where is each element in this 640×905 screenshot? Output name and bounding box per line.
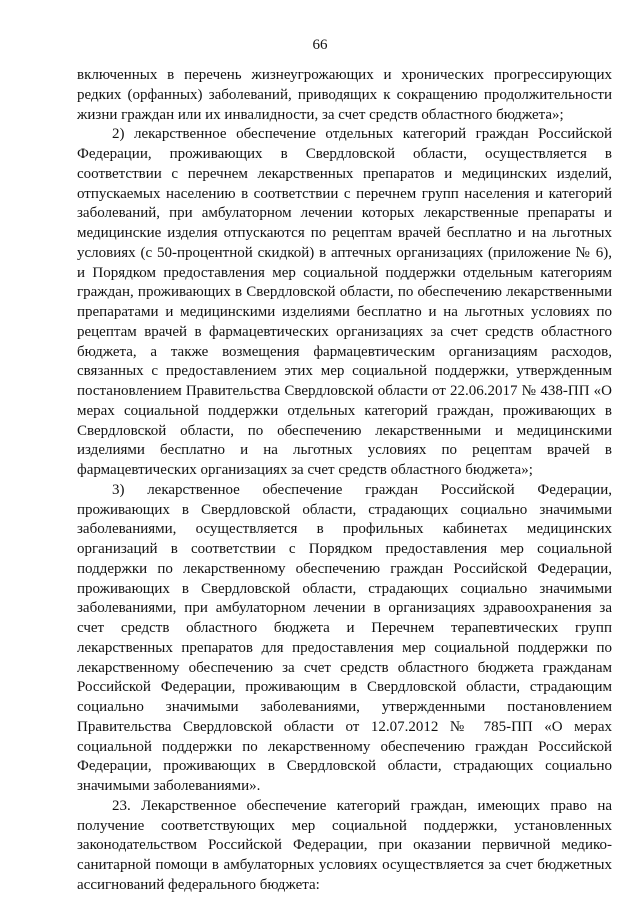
paragraph-continuation: включенных в перечень жизнеугрожающих и хронических прогрессирующих редких (орфанных) заболеваний, приводящих к сокращению продолжительности жизни граждан или их инвалидности, за счет средств областного бюджета»; [77, 67, 612, 123]
paragraph-clause-23: 23. Лекарственное обеспечение категорий граждан, имеющих право на получение соответствующих мер социальной поддержки, установленных законодательством Российской Федерации, при оказании первичной медико-санитарной помощи в амбулаторных условиях осуществляется за счет бюджетных ассигнований федерального бюджета: [77, 797, 612, 893]
paragraph-item-2: 2) лекарственное обеспечение отдельных категорий граждан Российской Федерации, проживающих в Свердловской области, осуществляется в соответствии с перечнем лекарственных препаратов и медицинских изделий, отпускаемых населению в соответствии с перечнем групп населения и категорий заболеваний, при амбулаторном лечении которых лекарственные препараты и медицинские изделия отпускаются по рецептам врачей бесплатно и на льготных условиях (с 50-процентной скидкой) в аптечных организациях (приложение № 6), и Порядком предоставления мер социальной поддержки отдельным категориям граждан, проживающих в Свердловской области, по обеспечению лекарственными препаратами и медицинскими изделиями бесплатно и на льготных условиях по рецептам врачей в фармацевтических организациях за счет средств областного бюджета, а также возмещения фармацевтическим организациям расходов, связанных с предоставлением этих мер социальной поддержки, утвержденным постановлением Правительства Свердловской области от 22.06.2017 № 438-ПП «О мерах социальной поддержки отдельных категорий граждан, проживающих в Свердловской области, по обеспечению лекарственными и медицинскими изделиями бесплатно и на льготных условиях по рецептам врачей в фармацевтических организациях за счет средств областного бюджета»; [77, 126, 612, 478]
page-number: 66 [312, 37, 328, 53]
document-body [77, 66, 612, 896]
paragraph-item-3: 3) лекарственное обеспечение граждан Российской Федерации, проживающих в Свердловской области, страдающих социально значимыми заболеваниями, осуществляется в профильных кабинетах медицинских организаций в соответствии с Порядком предоставления мер социальной поддержки по лекарственному обеспечению граждан Российской Федерации, проживающих в Свердловской области, страдающих социально значимыми заболеваниями, при амбулаторном лечении в организациях здравоохранения за счет средств областного бюджета и Перечнем терапевтических групп лекарственных препаратов для предоставления мер социальной поддержки по лекарственному обеспечению за счет средств областного бюджета гражданам Российской Федерации, проживающим в Свердловской области, страдающим социально значимыми заболеваниями, утвержденными постановлением Правительства Свердловской области от 12.07.2012 № 785-ПП «О мерах социальной поддержки по лекарственному обеспечению граждан Российской Федерации, проживающих в Свердловской области, страдающих социально значимыми заболеваниями». [77, 481, 612, 794]
